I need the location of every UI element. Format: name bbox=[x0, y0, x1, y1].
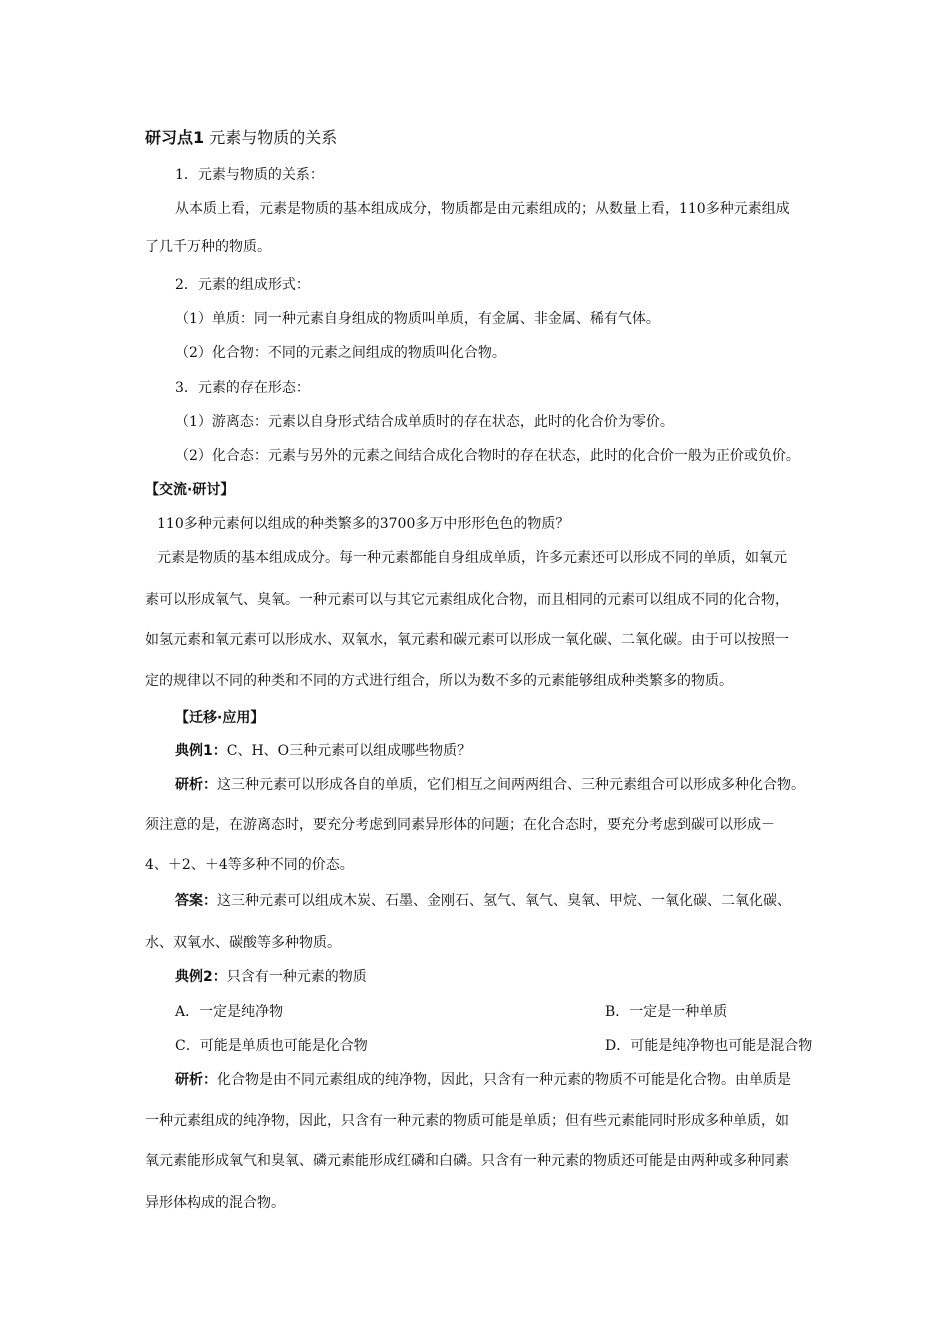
s1-paragraph-line: 了几千万种的物质。 bbox=[145, 239, 271, 255]
discuss-answer-line: 定的规律以不同的种类和不同的方式进行组合，所以为数不多的元素能够组成种类繁多的物质。 bbox=[145, 673, 733, 689]
example1-analysis-line bbox=[175, 775, 830, 795]
option-d: D．可能是纯净物也可能是混合物 bbox=[605, 1038, 813, 1054]
analysis-label: 研析： bbox=[175, 777, 217, 793]
example2-analysis-line: 异形体构成的混合物。 bbox=[145, 1195, 285, 1211]
discuss-label: 【交流·研讨】 bbox=[145, 482, 235, 498]
example1-answer-line bbox=[175, 891, 830, 911]
s2-item: （1）单质：同一种元素自身组成的物质叫单质，有金属、非金属、稀有气体。 bbox=[175, 311, 660, 327]
example2-question bbox=[175, 967, 830, 987]
options-row bbox=[175, 1036, 830, 1056]
section-number: 研习点1 bbox=[145, 128, 205, 147]
option-a: A．一定是纯净物 bbox=[175, 1004, 284, 1020]
example1-analysis-line: 4、＋2、＋4等多种不同的价态。 bbox=[145, 857, 354, 873]
section-title-text: 元素与物质的关系 bbox=[204, 128, 338, 147]
section-title bbox=[145, 128, 830, 148]
example2-label: 典例2： bbox=[175, 969, 227, 985]
discuss-answer-line: 素可以形成氧气、臭氧。一种元素可以与其它元素组成化合物，而且相同的元素可以组成不同的化合物， bbox=[145, 592, 789, 608]
s3-item: （2）化合态：元素与另外的元素之间结合成化合物时的存在状态，此时的化合价一般为正价或负价。 bbox=[175, 448, 800, 464]
s3-item: （1）游离态：元素以自身形式结合成单质时的存在状态，此时的化合价为零价。 bbox=[175, 414, 674, 430]
example2-analysis-line: 一种元素组成的纯净物，因此，只含有一种元素的物质可能是单质；但有些元素能同时形成多种单质，如 bbox=[145, 1113, 789, 1129]
discuss-answer-line: 元素是物质的基本组成成分。每一种元素都能自身组成单质，许多元素还可以形成不同的单质，如氧元 bbox=[157, 550, 787, 566]
example2-analysis-line bbox=[175, 1070, 830, 1090]
analysis-label: 研析： bbox=[175, 1072, 217, 1088]
answer-text: 这三种元素可以组成木炭、石墨、金刚石、氢气、氧气、臭氧、甲烷、一氧化碳、二氧化碳、 bbox=[217, 893, 791, 909]
example1-answer-line: 水、双氧水、碳酸等多种物质。 bbox=[145, 935, 341, 951]
example1-text: C、H、O三种元素可以组成哪些物质？ bbox=[226, 743, 472, 759]
s3-heading: 3．元素的存在形态： bbox=[175, 380, 310, 396]
option-c: C．可能是单质也可能是化合物 bbox=[175, 1038, 368, 1054]
discuss-answer-line: 如氢元素和氧元素可以形成水、双氧水，氧元素和碳元素可以形成一氧化碳、二氧化碳。由于可以按照一 bbox=[145, 632, 789, 648]
example1-analysis-line: 须注意的是，在游离态时，要充分考虑到同素异形体的问题；在化合态时，要充分考虑到碳可以形成－ bbox=[145, 817, 775, 833]
answer-label: 答案： bbox=[175, 893, 217, 909]
analysis-text: 这三种元素可以形成各自的单质，它们相互之间两两组合、三种元素组合可以形成多种化合物。 bbox=[217, 777, 805, 793]
analysis-text: 化合物是由不同元素组成的纯净物，因此，只含有一种元素的物质不可能是化合物。由单质是 bbox=[217, 1072, 791, 1088]
s2-item: （2）化合物：不同的元素之间组成的物质叫化合物。 bbox=[175, 345, 506, 361]
example2-analysis-line: 氧元素能形成氧气和臭氧、磷元素能形成红磷和白磷。只含有一种元素的物质还可能是由两种或多种同素 bbox=[145, 1153, 789, 1169]
s1-heading: 1．元素与物质的关系： bbox=[175, 167, 324, 183]
example1-question bbox=[175, 741, 830, 761]
options-row bbox=[175, 1002, 830, 1022]
apply-label: 【迁移·应用】 bbox=[175, 710, 265, 726]
discuss-question: 110多种元素何以组成的种类繁多的3700多万中形形色色的物质？ bbox=[157, 516, 570, 532]
example2-text: 只含有一种元素的物质 bbox=[226, 969, 367, 985]
option-b: B．一定是一种单质 bbox=[605, 1004, 728, 1020]
s1-paragraph-line: 从本质上看，元素是物质的基本组成成分，物质都是由元素组成的；从数量上看，110多种元素组成 bbox=[175, 201, 790, 217]
s2-heading: 2．元素的组成形式： bbox=[175, 277, 310, 293]
example1-label: 典例1： bbox=[175, 743, 227, 759]
